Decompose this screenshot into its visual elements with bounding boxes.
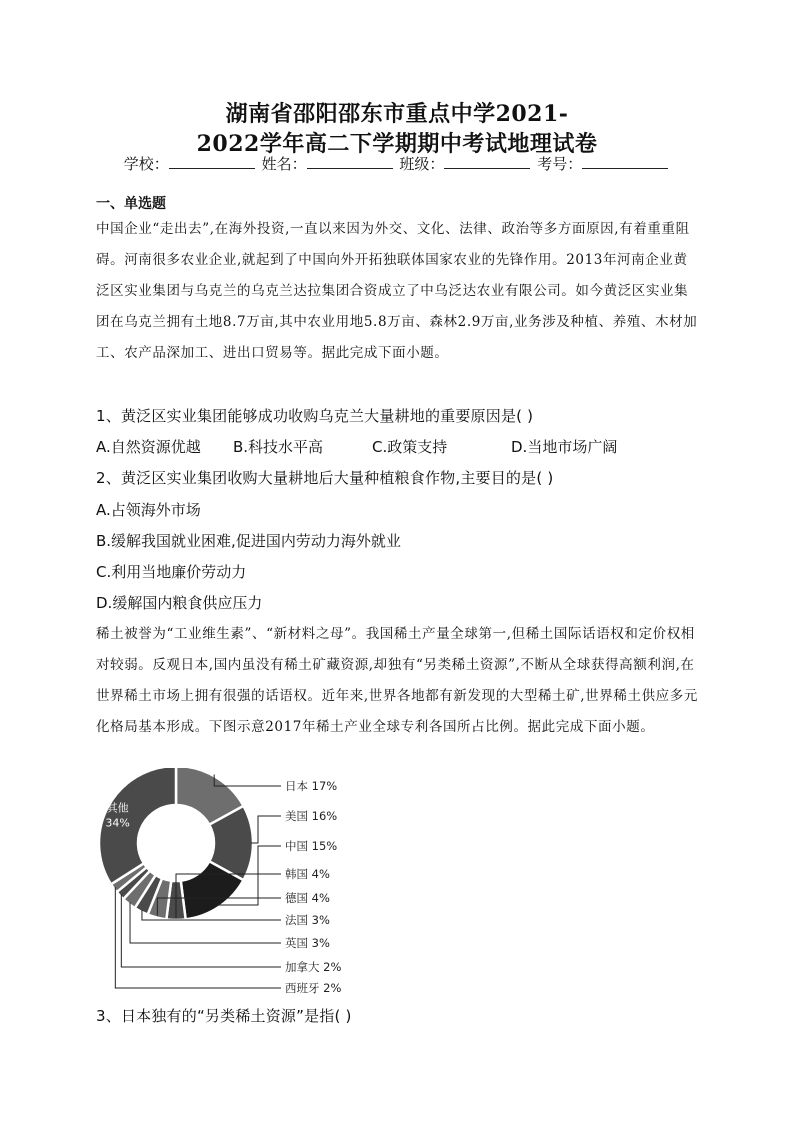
q2-option-b[interactable]: B.缓解我国就业困难,促进国内劳动力海外就业 (96, 532, 401, 550)
passage-1: 中国企业“走出去”,在海外投资,一直以来因为外交、文化、法律、政治等多方面原因,有着重重阻碍。河南很多农业企业,就起到了中国向外开拓独联体国家农业的先锋作用。2013年河南企业黄泛区实业集团与乌克兰的乌克兰达拉集团合资成立了中乌泛达农业有限公司。如今黄泛区实业集团在乌克兰拥有土地8.7万亩,其中农业用地5.8万亩、森林2.9万亩,业务涉及种植、养殖、木材加工、农产品深加工、进出口贸易等。据此完成下面小题。 (96, 221, 698, 361)
question-3-stem: 3、日本独有的“另类稀土资源”是指( ) (96, 1007, 352, 1025)
donut-label-7: 加拿大 2% (285, 960, 342, 974)
q1-option-d[interactable]: D.当地市场广阔 (511, 438, 618, 456)
donut-label-8: 西班牙 2% (285, 981, 342, 995)
q1-option-a[interactable]: A.自然资源优越 (96, 438, 201, 456)
q2-option-c[interactable]: C.利用当地廉价劳动力 (96, 563, 247, 581)
donut-label-other-name: 其他 (106, 801, 129, 815)
school-blank[interactable] (169, 154, 255, 169)
question-1-stem: 1、黄泛区实业集团能够成功收购乌克兰大量耕地的重要原因是( ) (96, 407, 534, 425)
name-blank[interactable] (307, 154, 393, 169)
q1-option-c[interactable]: C.政策支持 (372, 438, 448, 456)
name-label: 姓名： (261, 155, 307, 173)
passage-2: 稀土被誉为“工业维生素”、“新材料之母”。我国稀土产量全球第一,但稀土国际话语权和定价权相对较弱。反观日本,国内虽没有稀土矿藏资源,却独有“另类稀土资源”,不断从全球获得高额利润,在世界稀土市场上拥有很强的话语权。近年来,世界各地都有新发现的大型稀土矿,世界稀土供应多元化格局基本形成。下图示意2017年稀土产业全球专利各国所占比例。据此完成下面小题。 (96, 626, 698, 735)
section-title: 一、单选题 (96, 196, 166, 212)
exam-title-line2: 2022学年高二下学期期中考试地理试卷 (196, 131, 598, 157)
donut-label-other-value: 34% (105, 816, 130, 830)
donut-label-3: 韩国 4% (285, 867, 330, 881)
donut-label-6: 英国 3% (285, 936, 330, 950)
exam-number-label: 考号： (537, 155, 583, 173)
class-blank[interactable] (444, 154, 530, 169)
donut-label-0: 日本 17% (285, 779, 338, 793)
q1-option-b[interactable]: B.科技水平高 (233, 438, 324, 456)
question-2-stem: 2、黄泛区实业集团收购大量耕地后大量种植粮食作物,主要目的是( ) (96, 469, 554, 487)
exam-number-blank[interactable] (582, 154, 668, 169)
school-label: 学校： (123, 155, 169, 173)
donut-leader-line-1 (251, 816, 281, 843)
donut-label-2: 中国 15% (285, 839, 338, 853)
student-info-row (0, 153, 794, 174)
rare-earth-patent-donut-chart (92, 768, 422, 1002)
q2-option-d[interactable]: D.缓解国内粮食供应压力 (96, 594, 263, 612)
q2-option-a[interactable]: A.占领海外市场 (96, 501, 201, 519)
donut-label-1: 美国 16% (285, 809, 338, 823)
exam-title-line1: 湖南省邵阳邵东市重点中学2021- (225, 101, 569, 127)
donut-label-5: 法国 3% (285, 913, 330, 927)
donut-label-4: 德国 4% (285, 891, 330, 905)
class-label: 班级： (399, 155, 445, 173)
